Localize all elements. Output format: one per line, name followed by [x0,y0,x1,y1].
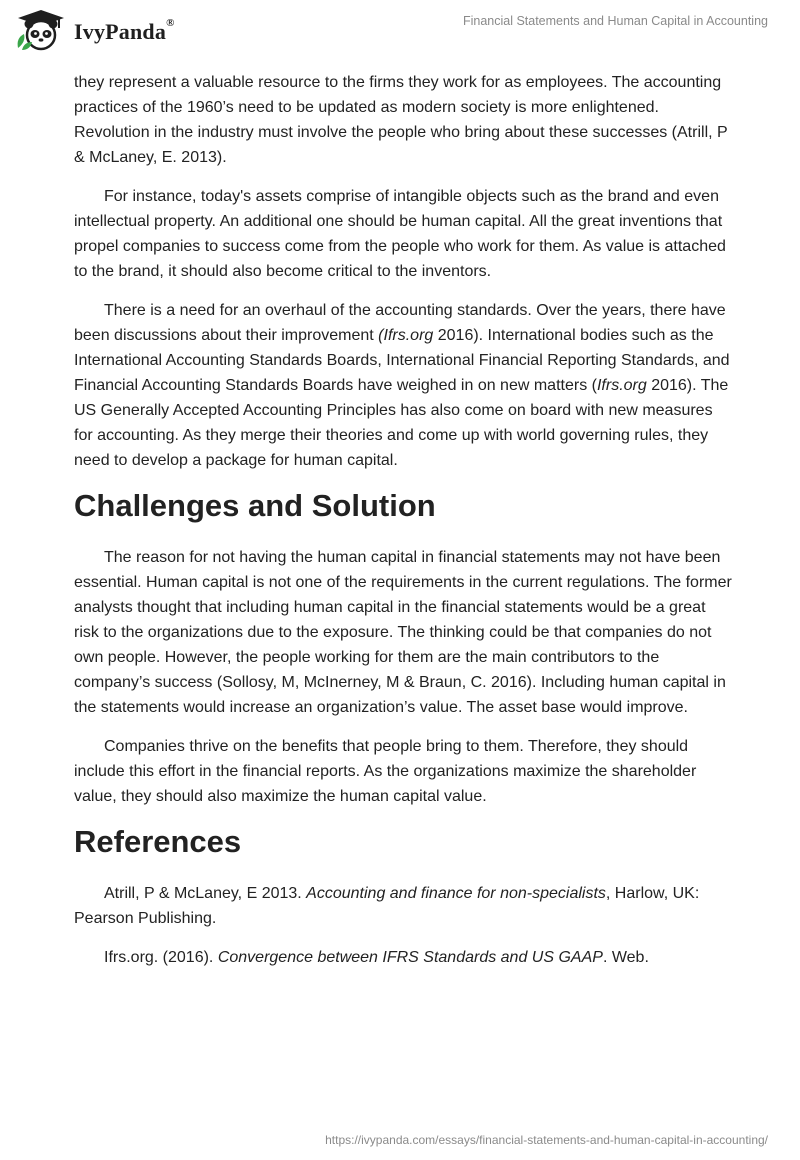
paragraph: The reason for not having the human capital in financial statements may not have been essential. Human capital is not one of the requirements in the current regulations. The former analysts thought that including human capital in the financial statements would be a great risk to the organizations due to the exposure. The thinking could be that companies do not own people. However, the people working for them are the main contributors to the company’s success (Sollosy, M, McInerney, M & Braun, C. 2016). Including human capital in the statements would increase an organization’s value. The asset base would improve. [74,549,732,716]
brand-name: IvyPanda® [74,17,175,44]
paragraph: There is a need for an overhaul of the accounting standards. Over the years, there have been discussions about their improvement (Ifrs.org 2016). International bodies such as the International Accounting Standards Boards, International Financial Reporting Standards, and Financial Accounting Standards Boards have weighed in on new matters (Ifrs.org 2016). The US Generally Accepted Accounting Principles has also come on board with new measures for accounting. As they merge their theories and come up with world governing rules, they need to develop a package for human capital. [74,302,730,469]
reference-item: Atrill, P & McLaney, E 2013. Accounting and finance for non-specialists, Harlow, UK: Pearson Publishing. [74,885,700,927]
reference-item: Ifrs.org. (2016). Convergence between IFRS Standards and US GAAP. Web. [104,949,649,966]
paragraph: Companies thrive on the benefits that people bring to them. Therefore, they should include this effort in the financial reports. As the organizations maximize the shareholder value, they should also maximize the human capital value. [74,738,697,805]
logo[interactable] [14,8,175,52]
paragraph: they represent a valuable resource to the firms they work for as employees. The accounting practices of the 1960’s need to be updated as modern society is more enlightened. Revolution in the industry must involve the people who bring about these successes (Atrill, P & McLaney, E. 2013). [74,74,728,166]
footer-url-link[interactable]: https://ivypanda.com/essays/financial-statements-and-human-capital-in-accounting/ [325,1133,768,1147]
panda-logo-icon [14,8,68,52]
paragraph: For instance, today's assets comprise of intangible objects such as the brand and even intellectual property. An additional one should be human capital. All the great inventions that propel companies to success come from the people who work for them. As value is attached to the brand, it should also become critical to the inventors. [74,188,726,280]
essay-body [74,70,734,984]
section-heading-references: References [74,824,242,859]
document-title: Financial Statements and Human Capital in Accounting [462,14,768,28]
section-heading-challenges: Challenges and Solution [74,488,436,523]
page-header [0,0,800,66]
